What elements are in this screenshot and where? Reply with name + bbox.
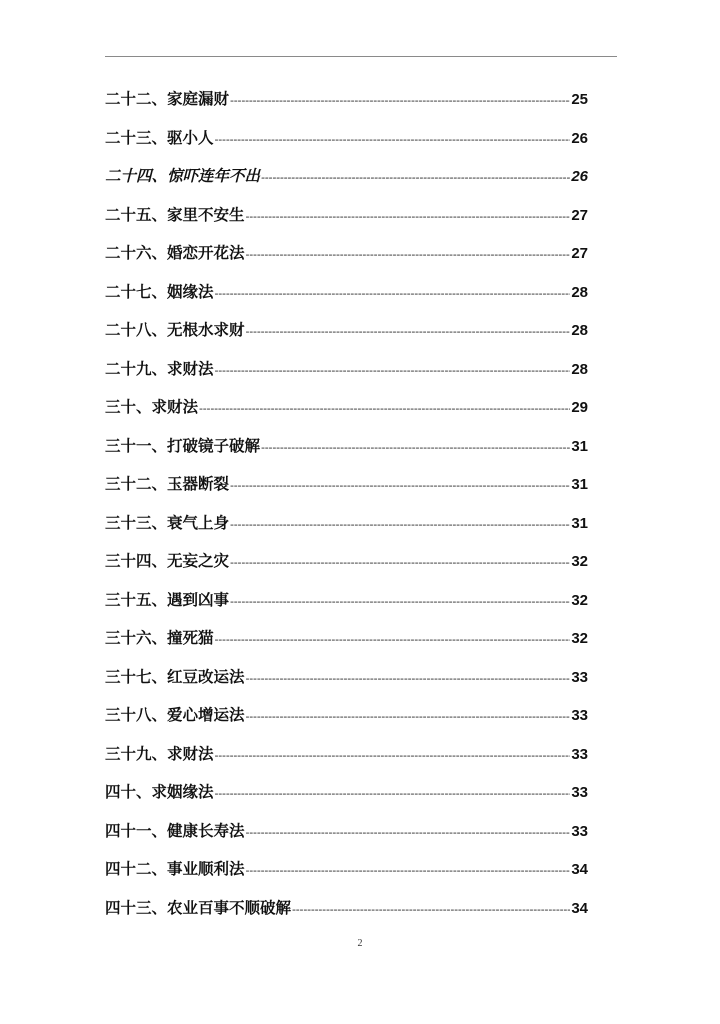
toc-entry bbox=[105, 388, 588, 427]
toc-entry-page: 28 bbox=[571, 360, 588, 378]
toc-entry bbox=[105, 80, 588, 119]
toc-entry bbox=[105, 311, 588, 350]
toc-entry bbox=[105, 542, 588, 581]
toc-entry bbox=[105, 889, 588, 928]
toc-entry-title: 三十八、爱心增运法 bbox=[105, 706, 245, 724]
toc-entry bbox=[105, 696, 588, 735]
toc-entry-title: 四十三、农业百事不顺破解 bbox=[105, 898, 292, 917]
toc-entry-title: 二十五、家里不安生 bbox=[105, 205, 245, 224]
toc-leader-dashes bbox=[246, 852, 571, 891]
toc-leader-dashes bbox=[215, 737, 571, 776]
toc-leader-dashes bbox=[261, 429, 570, 468]
toc-leader-dashes bbox=[230, 467, 570, 506]
toc-leader-dashes bbox=[230, 82, 570, 121]
toc-entry-title: 三十、求财法 bbox=[105, 398, 199, 416]
toc-entry-title: 二十二、家庭漏财 bbox=[105, 90, 230, 108]
toc-entry-page: 25 bbox=[571, 91, 588, 108]
toc-entry-page: 32 bbox=[571, 630, 588, 647]
toc-entry-title: 三十一、打破镜子破解 bbox=[105, 436, 261, 455]
toc-entry bbox=[105, 196, 588, 235]
toc-entry-page: 28 bbox=[571, 322, 588, 339]
toc-entry-title: 三十九、求财法 bbox=[105, 744, 214, 763]
toc-entry-page: 32 bbox=[571, 553, 588, 570]
toc-entry bbox=[105, 504, 588, 543]
toc-entry bbox=[105, 157, 588, 196]
toc-leader-dashes bbox=[215, 775, 571, 814]
toc-entry-title: 二十四、惊吓连年不出 bbox=[105, 167, 261, 185]
toc-entry-page: 34 bbox=[571, 861, 588, 878]
toc-entry-page: 31 bbox=[571, 476, 588, 493]
toc-entry-title: 四十、求姻缘法 bbox=[105, 783, 214, 801]
toc-leader-dashes bbox=[246, 236, 571, 275]
toc-entry bbox=[105, 735, 588, 774]
toc-leader-dashes bbox=[230, 544, 570, 583]
toc-entry-title: 三十三、衰气上身 bbox=[105, 513, 230, 532]
toc-entry bbox=[105, 465, 588, 504]
toc-entry-title: 三十六、撞死猫 bbox=[105, 629, 214, 647]
toc-entry-title: 二十八、无根水求财 bbox=[105, 321, 245, 339]
toc-entry bbox=[105, 427, 588, 466]
toc-entry-page: 33 bbox=[571, 784, 588, 801]
toc-entry-title: 三十四、无妄之灾 bbox=[105, 552, 230, 570]
toc-entry bbox=[105, 234, 588, 273]
toc-entry-title: 二十七、姻缘法 bbox=[105, 282, 214, 301]
toc-entry-title: 二十六、婚恋开花法 bbox=[105, 244, 245, 262]
toc-entry-page: 34 bbox=[571, 899, 588, 917]
toc-entry bbox=[105, 658, 588, 697]
toc-leader-dashes bbox=[230, 506, 570, 545]
header-rule bbox=[105, 56, 617, 57]
toc-entry bbox=[105, 581, 588, 620]
toc-entry-title: 三十七、红豆改运法 bbox=[105, 667, 245, 686]
toc-leader-dashes bbox=[199, 390, 570, 429]
toc-entry-page: 26 bbox=[571, 168, 588, 185]
toc-entry-page: 33 bbox=[571, 822, 588, 840]
toc-leader-dashes bbox=[246, 814, 571, 853]
toc-leader-dashes bbox=[261, 159, 570, 198]
toc-entry-page: 33 bbox=[571, 668, 588, 686]
table-of-contents bbox=[105, 80, 588, 927]
toc-leader-dashes bbox=[215, 121, 571, 160]
toc-entry-title: 四十一、健康长寿法 bbox=[105, 821, 245, 840]
toc-entry-title: 四十二、事业顺利法 bbox=[105, 860, 245, 878]
toc-entry-page: 28 bbox=[571, 283, 588, 301]
toc-entry-page: 31 bbox=[571, 437, 588, 455]
toc-entry bbox=[105, 350, 588, 389]
page-number: 2 bbox=[357, 938, 363, 949]
toc-entry-page: 33 bbox=[571, 707, 588, 724]
toc-entry-page: 27 bbox=[571, 206, 588, 224]
toc-entry-page: 33 bbox=[571, 745, 588, 763]
toc-leader-dashes bbox=[230, 583, 570, 622]
toc-leader-dashes bbox=[292, 891, 570, 930]
toc-leader-dashes bbox=[246, 660, 571, 699]
toc-leader-dashes bbox=[215, 275, 571, 314]
toc-entry bbox=[105, 273, 588, 312]
toc-leader-dashes bbox=[215, 352, 571, 391]
toc-entry bbox=[105, 773, 588, 812]
toc-leader-dashes bbox=[215, 621, 571, 660]
toc-entry-title: 三十二、玉器断裂 bbox=[105, 475, 230, 493]
toc-entry-title: 三十五、遇到凶事 bbox=[105, 590, 230, 609]
toc-entry-title: 二十三、驱小人 bbox=[105, 128, 214, 147]
toc-entry-page: 27 bbox=[571, 245, 588, 262]
toc-leader-dashes bbox=[246, 698, 571, 737]
toc-entry-page: 32 bbox=[571, 591, 588, 609]
toc-leader-dashes bbox=[246, 313, 571, 352]
toc-entry bbox=[105, 812, 588, 851]
toc-entry bbox=[105, 850, 588, 889]
toc-entry-page: 29 bbox=[571, 399, 588, 416]
toc-entry-page: 26 bbox=[571, 129, 588, 147]
toc-entry-title: 二十九、求财法 bbox=[105, 359, 214, 378]
toc-entry bbox=[105, 119, 588, 158]
toc-entry bbox=[105, 619, 588, 658]
toc-entry-page: 31 bbox=[571, 514, 588, 532]
toc-leader-dashes bbox=[246, 198, 571, 237]
